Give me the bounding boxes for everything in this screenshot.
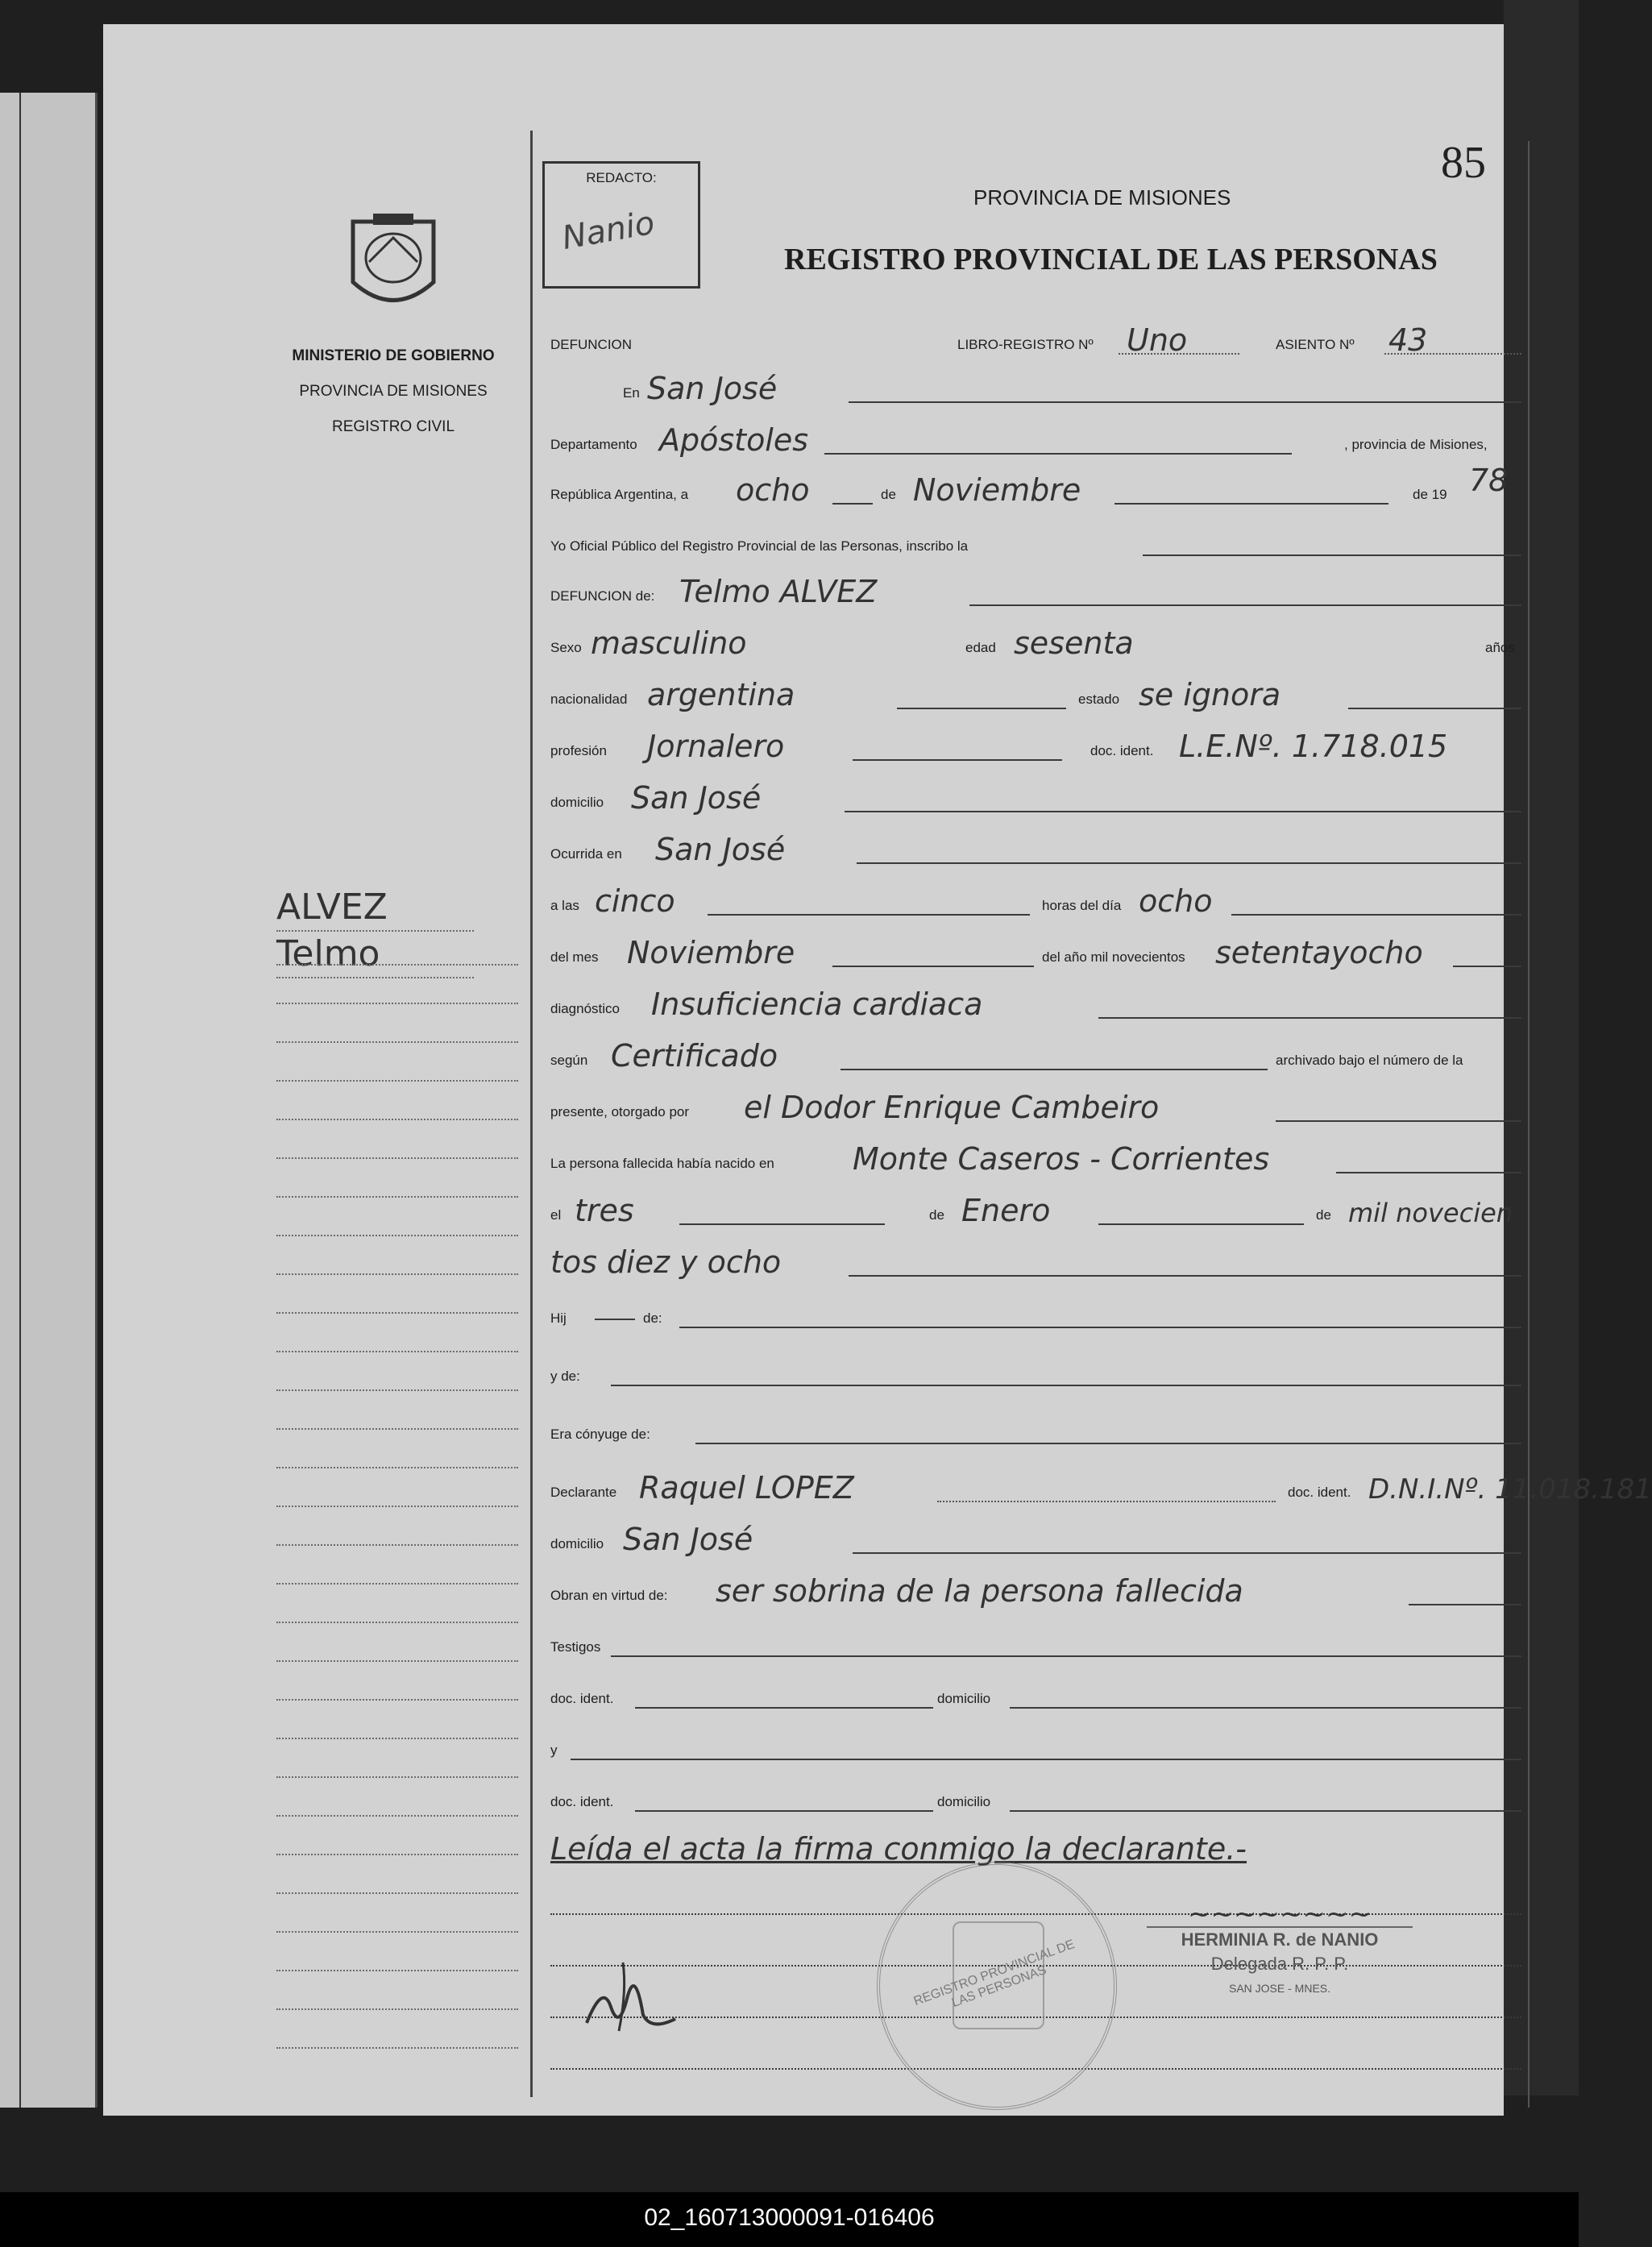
- row-fecha: [550, 464, 1521, 509]
- sexo-label: Sexo: [550, 640, 582, 655]
- row-hora: [550, 875, 1521, 920]
- anio-mil-label: del año mil novecientos: [1042, 949, 1185, 965]
- row-domicilio-2: [550, 1514, 1521, 1559]
- row-declarante: [550, 1462, 1652, 1507]
- row-oficial: [550, 516, 1521, 561]
- ministry-line3: REGISTRO CIVIL: [331, 418, 455, 435]
- provincia-label: , provincia de Misiones,: [1344, 437, 1488, 452]
- row-nacionalidad: [550, 669, 1521, 714]
- row-mes: [550, 927, 1521, 972]
- republica-label: República Argentina, a: [550, 487, 689, 502]
- doc-label: doc. ident.: [1090, 743, 1154, 758]
- nacido-value: Monte Caseros - Corrientes: [853, 1141, 1270, 1177]
- fecha-de-label: de: [881, 487, 896, 502]
- row-ocurrida: [550, 824, 1521, 869]
- registrar-name: HERMINIA R. de NANIO: [1181, 1929, 1379, 1950]
- oficial-text: Yo Oficial Público del Registro Provincial de las Personas, inscribo la: [550, 538, 969, 554]
- row-diagnostico: [550, 978, 1521, 1024]
- fecha-mes: Noviembre: [913, 472, 1081, 508]
- fecha-anio: 78: [1469, 463, 1509, 498]
- libro-label: LIBRO-REGISTRO Nº: [957, 337, 1094, 352]
- row-profesion: [550, 721, 1521, 766]
- nacionalidad-value: argentina: [647, 677, 795, 712]
- diagnostico-label: diagnóstico: [550, 1001, 621, 1016]
- anos-label: años: [1485, 640, 1515, 655]
- fallecido-nombre: Telmo ALVEZ: [679, 574, 878, 609]
- obran-label: Obran en virtud de:: [550, 1588, 668, 1603]
- register-page: [103, 24, 1652, 2116]
- nac-de-label-2: de: [1316, 1207, 1331, 1223]
- ocurrida-value: San José: [655, 832, 786, 867]
- declarante-doc-label: doc. ident.: [1288, 1485, 1351, 1500]
- seal-text: REGISTRO PROVINCIAL DE LAS PERSONAS: [911, 1938, 1077, 2011]
- ocurrida-label: Ocurrida en: [550, 846, 622, 862]
- province-heading: PROVINCIA DE MISIONES: [973, 185, 1231, 210]
- row-presente: [550, 1082, 1521, 1127]
- asiento-label: ASIENTO Nº: [1276, 337, 1355, 352]
- en-label: En: [623, 385, 640, 401]
- testigo-domicilio-label: domicilio: [937, 1691, 991, 1706]
- edad-value: sesenta: [1014, 625, 1134, 661]
- row-leida: [550, 1823, 1521, 1868]
- nacido-label: La persona fallecida había nacido en: [550, 1156, 774, 1171]
- profesion-value: Jornalero: [647, 729, 785, 764]
- defuncion-de-label: DEFUNCION de:: [550, 588, 655, 604]
- margin-rule: [530, 131, 533, 2097]
- provincial-crest-icon: [345, 206, 442, 318]
- y-de-label: y de:: [550, 1369, 580, 1384]
- testigo-doc-label-2: doc. ident.: [550, 1794, 614, 1809]
- asiento-value: 43: [1388, 322, 1428, 358]
- row-nac-anio: [550, 1236, 1521, 1281]
- margin-given-name: Telmo: [276, 932, 474, 978]
- ministry-block: [264, 339, 522, 445]
- domicilio-value: San José: [631, 780, 762, 816]
- row-nacido: [550, 1133, 1521, 1178]
- redacto-box: [542, 161, 700, 289]
- departamento-label: Departamento: [550, 437, 637, 452]
- row-y: [550, 1720, 1521, 1765]
- right-rule: [1528, 141, 1530, 2108]
- libro-value: Uno: [1127, 322, 1188, 358]
- ministry-line1: MINISTERIO DE GOBIERNO: [292, 347, 495, 364]
- row-defuncion-de: [550, 566, 1521, 611]
- estado-label: estado: [1078, 692, 1120, 707]
- registrar-place: SAN JOSE - MNES.: [1228, 1982, 1331, 1995]
- diagnostico-value: Insuficiencia cardiaca: [651, 986, 983, 1022]
- mes-value: Noviembre: [627, 935, 795, 970]
- row-en: [550, 363, 1521, 408]
- edad-label: edad: [965, 640, 996, 655]
- y-label: y: [550, 1742, 558, 1758]
- en-value: San José: [647, 371, 778, 406]
- margin-ledger-lines: [276, 927, 518, 2049]
- fecha-de19-label: de 19: [1413, 487, 1447, 502]
- testigo-doc-label: doc. ident.: [550, 1691, 614, 1706]
- archivado-label: archivado bajo el número de la: [1276, 1053, 1463, 1068]
- declarante-doc: D.N.I.Nº. 11.018.181: [1368, 1473, 1652, 1506]
- registrar-signature-icon: ~~~~~~~~: [1147, 1902, 1413, 1928]
- previous-page: [0, 93, 98, 2108]
- row-nac-fecha: [550, 1185, 1521, 1230]
- hora-value: cinco: [595, 883, 675, 919]
- alas-label: a las: [550, 898, 579, 913]
- domicilio-label: domicilio: [550, 795, 604, 810]
- medico-value: el Dodor Enrique Cambeiro: [744, 1090, 1160, 1125]
- row-sexo: [550, 617, 1521, 662]
- official-seal: [877, 1862, 1117, 2110]
- sexo-value: masculino: [591, 625, 747, 661]
- redacto-signature: Nanio: [559, 204, 658, 258]
- anio-value: setentayocho: [1215, 935, 1423, 970]
- row-libro: [550, 314, 1521, 359]
- nac-anio-1: mil novecien: [1348, 1198, 1513, 1228]
- image-id: 02_160713000091-016406: [644, 2204, 935, 2231]
- margin-surname: ALVEZ: [276, 885, 474, 932]
- registrar-signature-block: [1147, 1898, 1413, 2000]
- testigos-label: Testigos: [550, 1639, 601, 1655]
- record-type: DEFUNCION: [550, 337, 633, 352]
- row-conyuge: [550, 1404, 1521, 1449]
- departamento-value: Apóstoles: [659, 422, 809, 458]
- doc-value: L.E.Nº. 1.718.015: [1179, 729, 1448, 764]
- segun-value: Certificado: [611, 1038, 778, 1074]
- delmes-label: del mes: [550, 949, 599, 965]
- declarante-value: Raquel LOPEZ: [639, 1470, 854, 1506]
- testigo-domicilio-label-2: domicilio: [937, 1794, 991, 1809]
- row-departamento: [550, 414, 1521, 459]
- row-hij: [550, 1288, 1521, 1333]
- registry-heading: REGISTRO PROVINCIAL DE LAS PERSONAS: [784, 243, 1438, 276]
- row-testigo-1: [550, 1668, 1521, 1713]
- declarant-signature-icon: [579, 1950, 683, 2039]
- domicilio-label-2: domicilio: [550, 1536, 604, 1551]
- folio-number: 85: [1441, 138, 1486, 188]
- estado-value: se ignora: [1139, 677, 1281, 712]
- presente-label: presente, otorgado por: [550, 1104, 690, 1119]
- profesion-label: profesión: [550, 743, 607, 758]
- segun-label: según: [550, 1053, 588, 1068]
- registrar-title: Delegada R. P. P.: [1210, 1954, 1349, 1974]
- row-testigos: [550, 1617, 1521, 1662]
- nac-dia: tres: [575, 1193, 634, 1228]
- hij-label: Hij: [550, 1310, 567, 1326]
- row-segun: [550, 1030, 1521, 1075]
- ministry-line2: PROVINCIA DE MISIONES: [299, 383, 488, 400]
- leida-text: Leída el acta la firma conmigo la declarante.-: [550, 1831, 1247, 1867]
- nac-de-label: de: [929, 1207, 944, 1223]
- dia-value: ocho: [1139, 883, 1213, 919]
- row-testigo-2: [550, 1771, 1521, 1817]
- domicilio-value-2: San José: [623, 1522, 753, 1557]
- row-obran: [550, 1565, 1521, 1610]
- redacto-label: REDACTO:: [586, 170, 657, 185]
- row-y-de: [550, 1346, 1521, 1391]
- declarante-label: Declarante: [550, 1485, 617, 1500]
- fecha-dia: ocho: [736, 472, 810, 508]
- obran-value: ser sobrina de la persona fallecida: [716, 1573, 1243, 1609]
- hij-de-label: de:: [643, 1310, 662, 1326]
- row-domicilio: [550, 772, 1521, 817]
- nac-mes: Enero: [961, 1193, 1051, 1228]
- horas-label: horas del día: [1042, 898, 1122, 913]
- nacionalidad-label: nacionalidad: [550, 692, 628, 707]
- el-label: el: [550, 1207, 562, 1223]
- conyuge-label: Era cónyuge de:: [550, 1427, 650, 1442]
- nac-anio-2: tos diez y ocho: [550, 1244, 782, 1280]
